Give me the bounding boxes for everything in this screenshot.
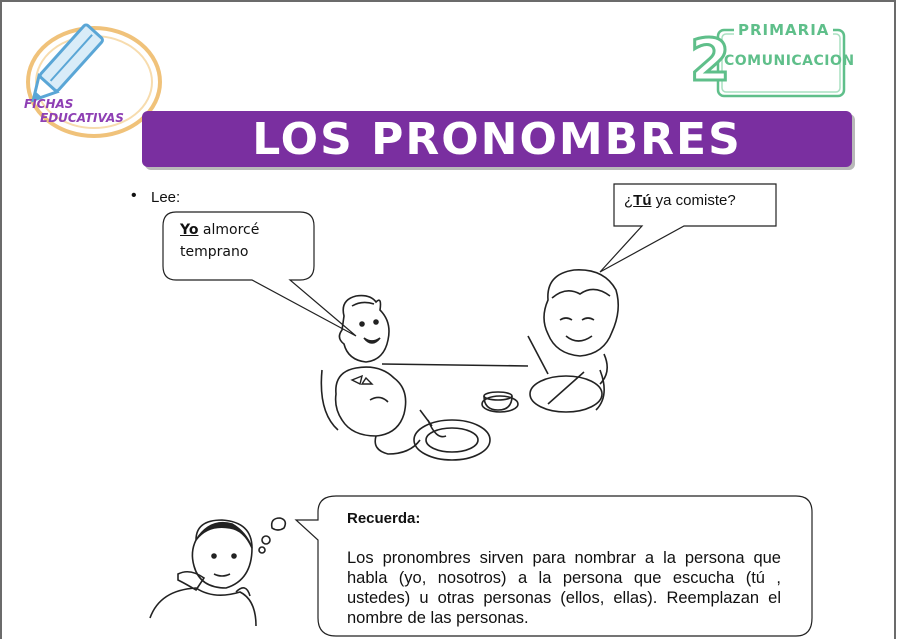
speech-left-bold: Yo — [180, 222, 199, 238]
speech-right-rest: ya comiste? — [651, 192, 736, 209]
boy-right-drawing — [528, 270, 618, 404]
reminder-heading: Recuerda: — [347, 510, 421, 527]
instruction-label: Lee: — [151, 189, 181, 206]
instruction-bullet: • — [131, 187, 137, 204]
reminder-text: Los pronombres sirven para nombrar a la persona que habla (yo, nosotros) a la persona que escucha (tú , ustedes) u otras personas (ellos, ellas). Reemplazan el nombre de las personas. — [347, 549, 781, 627]
page-title: LOS PRONOMBRES — [252, 114, 742, 165]
speech-left-rest: almorcé — [198, 222, 260, 238]
plate-right-drawing — [530, 376, 602, 412]
thinking-boy-drawing — [150, 518, 285, 626]
grade-number: 2 — [690, 26, 731, 94]
grade-level: PRIMARIA — [734, 21, 833, 39]
logo-line1: FICHAS — [24, 97, 74, 111]
girl-drawing — [336, 367, 446, 454]
subject-label: COMUNICACION — [724, 53, 855, 69]
speech-right-bold: Tú — [633, 192, 652, 209]
speech-right-text — [624, 190, 736, 212]
cup-drawing — [482, 392, 518, 412]
speech-left-line1 — [180, 219, 259, 241]
plate-front-drawing — [414, 420, 490, 460]
logo-line2: EDUCATIVAS — [40, 111, 124, 125]
speech-left-line2: temprano — [180, 244, 249, 260]
speech-right-prefix: ¿ — [624, 192, 634, 209]
